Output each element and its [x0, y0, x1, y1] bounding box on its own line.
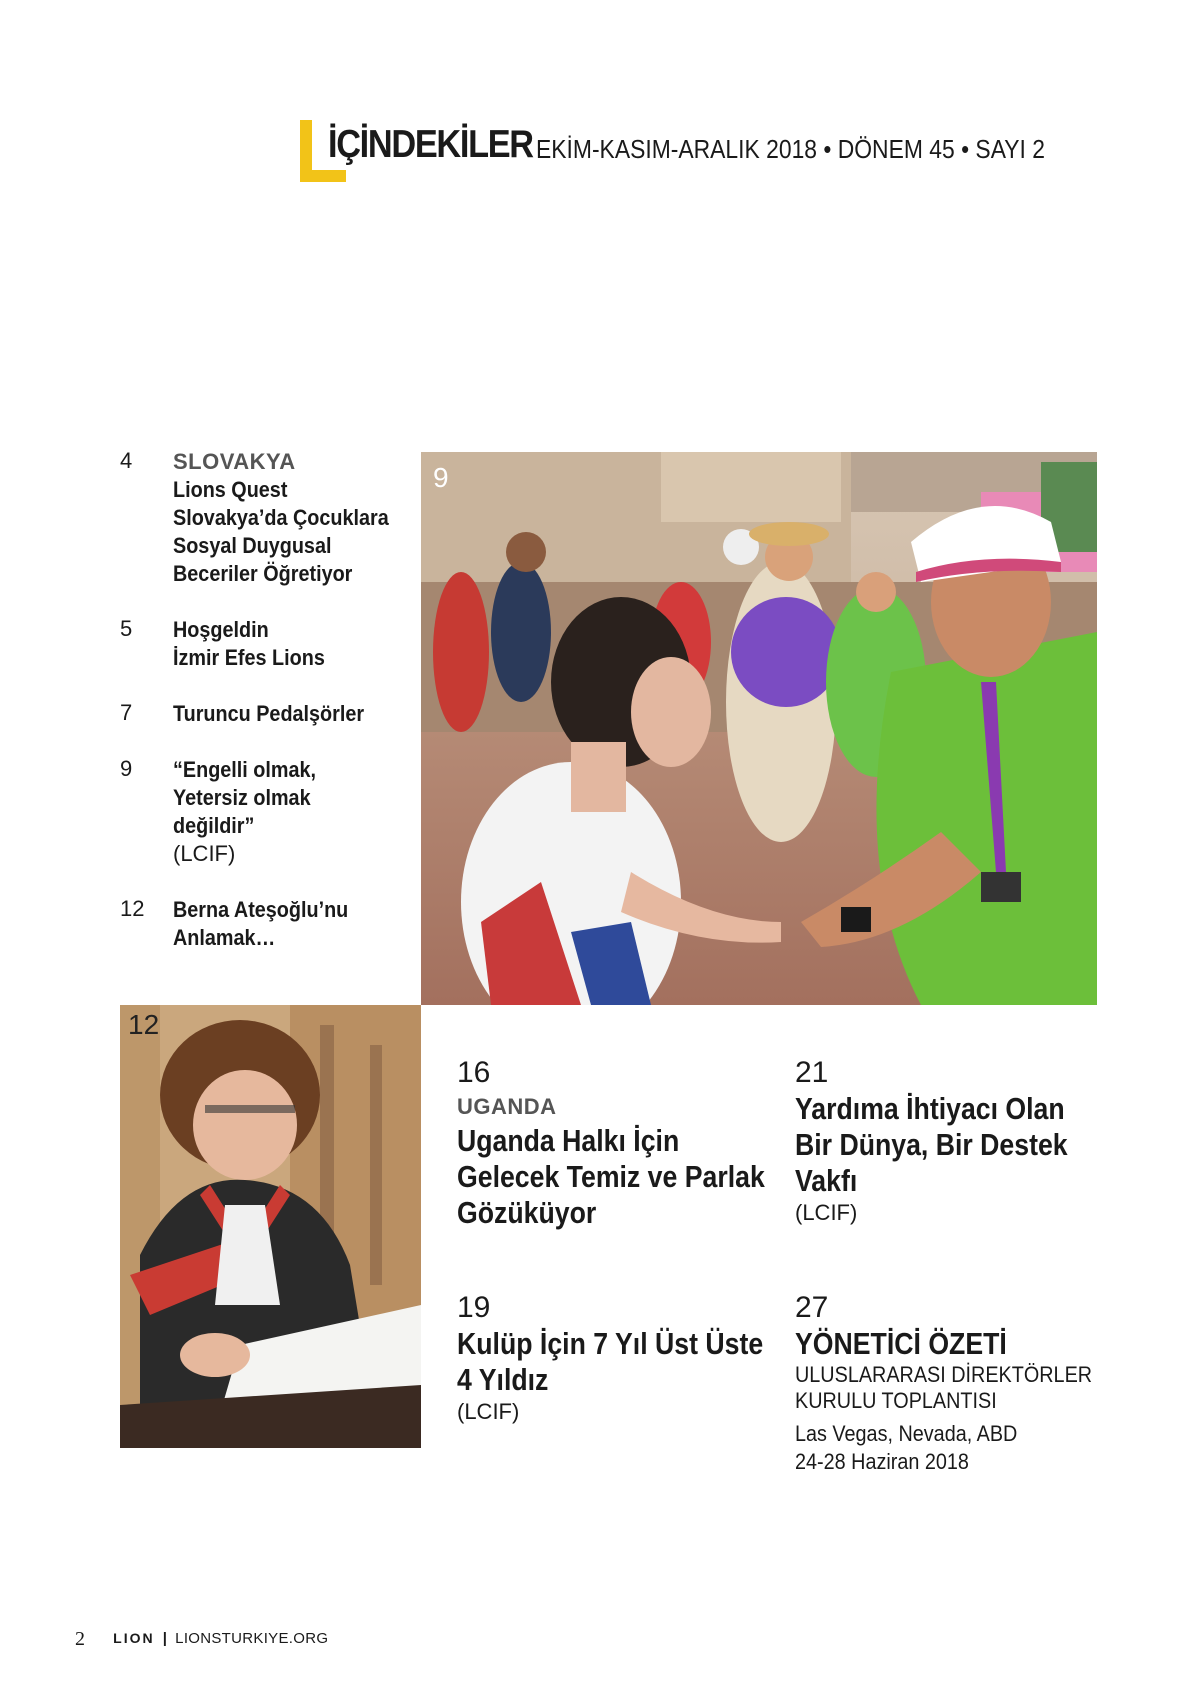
entry-title-line: Kulüp İçin 7 Yıl Üst Üste: [457, 1326, 764, 1361]
page-header: [300, 120, 1060, 190]
toc-title-line: “Engelli olmak,: [173, 757, 317, 782]
toc-title-line: Berna Ateşoğlu’nu: [173, 897, 349, 922]
entry-title-line: Gelecek Temiz ve Parlak: [457, 1159, 765, 1194]
toc-page-number: 4: [120, 448, 133, 473]
entry-title-line: Bir Dünya, Bir Destek: [795, 1127, 1068, 1162]
toc-title-line: Yetersiz olmak: [173, 785, 311, 810]
toc-left-column: [120, 448, 420, 980]
issue-info: EKİM-KASIM-ARALIK 2018 • DÖNEM 45 • SAYI 2: [536, 134, 1045, 164]
entry-page-number: 27: [795, 1291, 829, 1324]
entry-title-line: Uganda Halkı İçin: [457, 1123, 680, 1158]
special-olympics-photo[interactable]: [421, 452, 1097, 1005]
entry-page-number: 21: [795, 1056, 829, 1089]
toc-item-7[interactable]: [120, 700, 420, 728]
toc-title-line: Turuncu Pedalşörler: [173, 701, 365, 726]
footer-separator: |: [162, 1630, 167, 1647]
toc-title-line: değildir”: [173, 813, 255, 838]
entry-note: (LCIF): [795, 1200, 858, 1225]
toc-title-line: Beceriler Öğretiyor: [173, 561, 353, 586]
entry-title-line: YÖNETİCİ ÖZETİ: [795, 1326, 1007, 1361]
toc-page-number: 7: [120, 700, 133, 725]
toc-entry-16[interactable]: [457, 1055, 777, 1231]
photo-page-label: 9: [433, 462, 449, 493]
toc-category: SLOVAKYA: [173, 449, 296, 474]
toc-title-line: Sosyal Duygusal: [173, 533, 332, 558]
toc-page-number: 9: [120, 756, 133, 781]
entry-title-line: Gözüküyor: [457, 1195, 597, 1230]
website-link[interactable]: LIONSTURKIYE.ORG: [175, 1630, 329, 1647]
toc-title-line: İzmir Efes Lions: [173, 645, 325, 670]
toc-title-line: Lions Quest: [173, 477, 288, 502]
entry-title-line: Vakfı: [795, 1163, 858, 1198]
page-title: İÇİNDEKİLER: [328, 123, 533, 166]
toc-page-number: 12: [120, 896, 145, 921]
entry-page-number: 19: [457, 1291, 491, 1324]
toc-entry-21[interactable]: [795, 1055, 1095, 1227]
page-footer: [75, 1628, 328, 1651]
toc-item-4[interactable]: [120, 448, 420, 588]
toc-title-line: Hoşgeldin: [173, 617, 269, 642]
page-number: 2: [75, 1628, 85, 1650]
toc-note: (LCIF): [173, 841, 236, 866]
entry-subtitle-line: KURULU TOPLANTISI: [795, 1388, 997, 1413]
magazine-brand: LION: [113, 1630, 155, 1646]
toc-entry-27[interactable]: [795, 1290, 1095, 1476]
toc-item-5[interactable]: [120, 616, 420, 672]
entry-subtitle-line: ULUSLARARASI DİREKTÖRLER: [795, 1362, 1093, 1387]
toc-item-9[interactable]: [120, 756, 420, 868]
entry-title-line: Yardıma İhtiyacı Olan: [795, 1091, 1065, 1126]
entry-page-number: 16: [457, 1056, 491, 1089]
berna-atesoglu-photo[interactable]: [120, 1005, 421, 1448]
entry-category: UGANDA: [457, 1094, 557, 1119]
toc-title-line: Slovakya’da Çocuklara: [173, 505, 389, 530]
toc-item-12[interactable]: [120, 896, 420, 952]
entry-date: 24-28 Haziran 2018: [795, 1449, 969, 1474]
toc-entry-19[interactable]: [457, 1290, 777, 1426]
entry-location: Las Vegas, Nevada, ABD: [795, 1421, 1018, 1446]
entry-title-line: 4 Yıldız: [457, 1362, 549, 1397]
photo-page-label: 12: [128, 1009, 160, 1040]
entry-note: (LCIF): [457, 1399, 520, 1424]
toc-page-number: 5: [120, 616, 133, 641]
toc-title-line: Anlamak…: [173, 925, 276, 950]
